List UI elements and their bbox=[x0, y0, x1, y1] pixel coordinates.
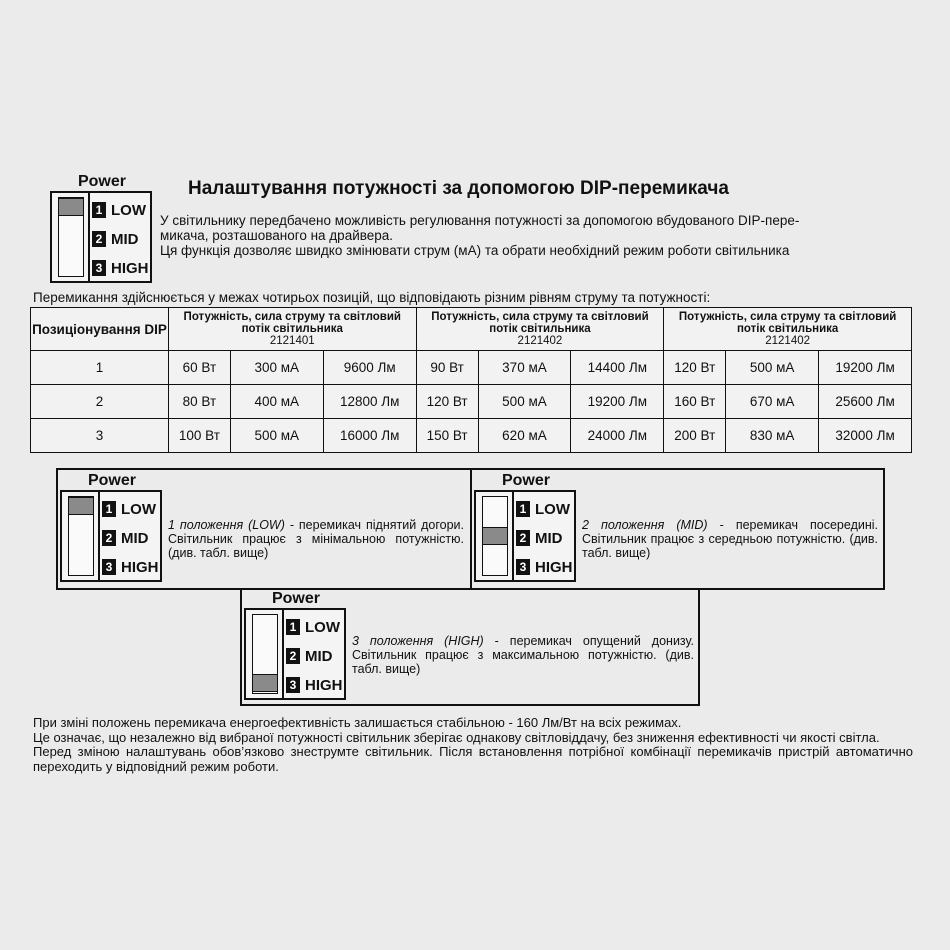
product-code: 2121402 bbox=[765, 335, 811, 347]
dip-label-mid: MID bbox=[121, 529, 149, 547]
dip-row-low bbox=[286, 613, 340, 641]
group-title: Потужність, сила струму та світловий потік світильника bbox=[183, 311, 401, 335]
dip-box bbox=[50, 191, 152, 283]
table-cell: 9600 Лм bbox=[323, 351, 416, 385]
dip-number-2: 2 bbox=[286, 648, 300, 664]
dip-label-low: LOW bbox=[111, 201, 146, 219]
dip-number-3: 3 bbox=[516, 559, 530, 575]
dip-row-mid bbox=[516, 524, 563, 552]
table-cell: 16000 Лм bbox=[323, 419, 416, 453]
dip-slot bbox=[252, 614, 278, 694]
table-cell: 500 мА bbox=[726, 351, 819, 385]
dip-label-low: LOW bbox=[121, 500, 156, 518]
dip-title: Power bbox=[77, 173, 126, 190]
table-cell-position: 1 bbox=[31, 351, 169, 385]
dip-label-low: LOW bbox=[305, 618, 340, 636]
dip-row-high bbox=[286, 671, 343, 699]
footer-notes bbox=[33, 716, 913, 774]
table-cell-position: 3 bbox=[31, 419, 169, 453]
table-cell: 14400 Лм bbox=[571, 351, 664, 385]
group-title: Потужність, сила струму та світловий потік світильника bbox=[678, 311, 897, 335]
table-cell: 620 мА bbox=[478, 419, 571, 453]
mode-high-title: 3 положення (HIGH) bbox=[352, 634, 484, 648]
mode-mid-text: - перемикач посередині. Світильник працює з середньою потужністю. (див. табл. вище) bbox=[582, 518, 878, 560]
dip-row-mid bbox=[102, 524, 149, 552]
dip-number-1: 1 bbox=[102, 501, 116, 517]
mode-high-text: - перемикач опущений донизу. Світильник працює з максимальною потужністю. (див. табл. вище) bbox=[352, 634, 694, 676]
dip-knob bbox=[483, 527, 507, 545]
dip-label-mid: MID bbox=[111, 230, 139, 248]
table-cell: 400 мА bbox=[230, 385, 323, 419]
dip-number-3: 3 bbox=[92, 260, 106, 276]
dip-slot bbox=[482, 496, 508, 576]
dip-divider bbox=[282, 610, 284, 698]
dip-box bbox=[474, 490, 576, 582]
dip-title: Power bbox=[501, 472, 550, 489]
footer-line: Це означає, що незалежно від вибраної потужності світильник зберігає однакову світловіддачу, без зниження ефективності чи якості світла. bbox=[33, 729, 880, 745]
table-cell: 830 мА bbox=[726, 419, 819, 453]
dip-title: Power bbox=[271, 590, 320, 607]
product-code: 2121401 bbox=[269, 335, 315, 347]
table-row bbox=[31, 385, 912, 419]
dip-label-low: LOW bbox=[535, 500, 570, 518]
dip-slot bbox=[68, 496, 94, 576]
dip-knob bbox=[69, 497, 93, 515]
header-group-2121402-a bbox=[416, 308, 664, 351]
dip-knob bbox=[59, 198, 83, 216]
table-cell: 200 Вт bbox=[664, 419, 726, 453]
mode-high-dip-switch bbox=[244, 590, 348, 702]
dip-number-2: 2 bbox=[516, 530, 530, 546]
mode-mid-description bbox=[582, 518, 878, 560]
table-row bbox=[31, 351, 912, 385]
table-cell: 100 Вт bbox=[168, 419, 230, 453]
table-cell: 300 мА bbox=[230, 351, 323, 385]
intro-line: микача, розташованого на драйвера. bbox=[160, 228, 394, 243]
table-cell: 500 мА bbox=[478, 385, 571, 419]
table-cell: 12800 Лм bbox=[323, 385, 416, 419]
dip-box bbox=[244, 608, 346, 700]
dip-divider bbox=[512, 492, 514, 580]
dip-divider bbox=[88, 193, 90, 281]
dip-row-high bbox=[102, 553, 159, 581]
table-cell-position: 2 bbox=[31, 385, 169, 419]
mode-low-text: - перемикач піднятий догори. Світильник працює з мінімальною потужністю. (див. табл. вище) bbox=[168, 518, 465, 560]
table-cell: 19200 Лм bbox=[571, 385, 664, 419]
dip-box bbox=[60, 490, 162, 582]
dip-row-low bbox=[92, 196, 146, 224]
dip-number-1: 1 bbox=[92, 202, 106, 218]
footer-line: Перед зміною налаштувань обов’язково знеструмте світильник. Після встановлення потрібної комбінації перемикачів пристрій автоматично переходить у відповідний режим роботи. bbox=[33, 744, 913, 774]
dip-label-high: HIGH bbox=[535, 558, 573, 576]
dip-number-2: 2 bbox=[102, 530, 116, 546]
mode-low-dip-switch bbox=[60, 472, 164, 584]
header-group-2121402-b bbox=[664, 308, 912, 351]
header-group-2121401 bbox=[168, 308, 416, 351]
dip-row-low bbox=[516, 495, 570, 523]
dip-title: Power bbox=[87, 472, 136, 489]
intro-text bbox=[160, 213, 920, 258]
table-cell: 120 Вт bbox=[664, 351, 726, 385]
dip-slot bbox=[58, 197, 84, 277]
intro-line: Ця функція дозволяє швидко змінювати струм (мА) та обрати необхідний режим роботи світильника bbox=[160, 243, 790, 258]
dip-label-mid: MID bbox=[535, 529, 563, 547]
table-cell: 32000 Лм bbox=[819, 419, 912, 453]
table-cell: 500 мА bbox=[230, 419, 323, 453]
table-cell: 19200 Лм bbox=[819, 351, 912, 385]
mode-mid-dip-switch bbox=[474, 472, 578, 584]
dip-number-3: 3 bbox=[102, 559, 116, 575]
intro-line: У світильнику передбачено можливість регулювання потужності за допомогою вбудованого DIP-пере- bbox=[160, 213, 800, 228]
dip-row-high bbox=[516, 553, 573, 581]
table-cell: 370 мА bbox=[478, 351, 571, 385]
dip-number-3: 3 bbox=[286, 677, 300, 693]
dip-row-mid bbox=[286, 642, 333, 670]
dip-row-low bbox=[102, 495, 156, 523]
product-code: 2121402 bbox=[517, 335, 563, 347]
table-cell: 90 Вт bbox=[416, 351, 478, 385]
mode-low-title: 1 положення (LOW) bbox=[168, 518, 285, 532]
mode-mid-title: 2 положення (MID) bbox=[582, 518, 708, 532]
table-cell: 150 Вт bbox=[416, 419, 478, 453]
dip-row-mid bbox=[92, 225, 139, 253]
footer-line: При зміні положень перемикача енергоефективність залишається стабільною - 160 Лм/Вт на всіх режимах. bbox=[33, 715, 682, 730]
page-title: Налаштування потужності за допомогою DIP-перемикача bbox=[188, 178, 729, 199]
dip-number-1: 1 bbox=[516, 501, 530, 517]
table-caption: Перемикання здійснюється у межах чотирьох позицій, що відповідають різним рівням струму та потужності: bbox=[33, 290, 711, 305]
group-title: Потужність, сила струму та світловий потік світильника bbox=[431, 311, 649, 335]
table-cell: 60 Вт bbox=[168, 351, 230, 385]
dip-label-mid: MID bbox=[305, 647, 333, 665]
dip-label-high: HIGH bbox=[305, 676, 343, 694]
dip-label-high: HIGH bbox=[121, 558, 159, 576]
dip-knob bbox=[253, 674, 277, 692]
dip-divider bbox=[98, 492, 100, 580]
table-cell: 80 Вт bbox=[168, 385, 230, 419]
header-dip-switch bbox=[50, 173, 154, 285]
table-cell: 160 Вт bbox=[664, 385, 726, 419]
table-cell: 120 Вт bbox=[416, 385, 478, 419]
dip-number-2: 2 bbox=[92, 231, 106, 247]
spec-table bbox=[30, 307, 912, 453]
table-cell: 25600 Лм bbox=[819, 385, 912, 419]
table-cell: 670 мА bbox=[726, 385, 819, 419]
table-row bbox=[31, 419, 912, 453]
header-position: Позиціонування DIP bbox=[31, 308, 169, 351]
dip-label-high: HIGH bbox=[111, 259, 149, 277]
mode-high-description bbox=[352, 634, 694, 676]
dip-row-high bbox=[92, 254, 149, 282]
table-cell: 24000 Лм bbox=[571, 419, 664, 453]
mode-low-description bbox=[168, 518, 464, 560]
dip-number-1: 1 bbox=[286, 619, 300, 635]
